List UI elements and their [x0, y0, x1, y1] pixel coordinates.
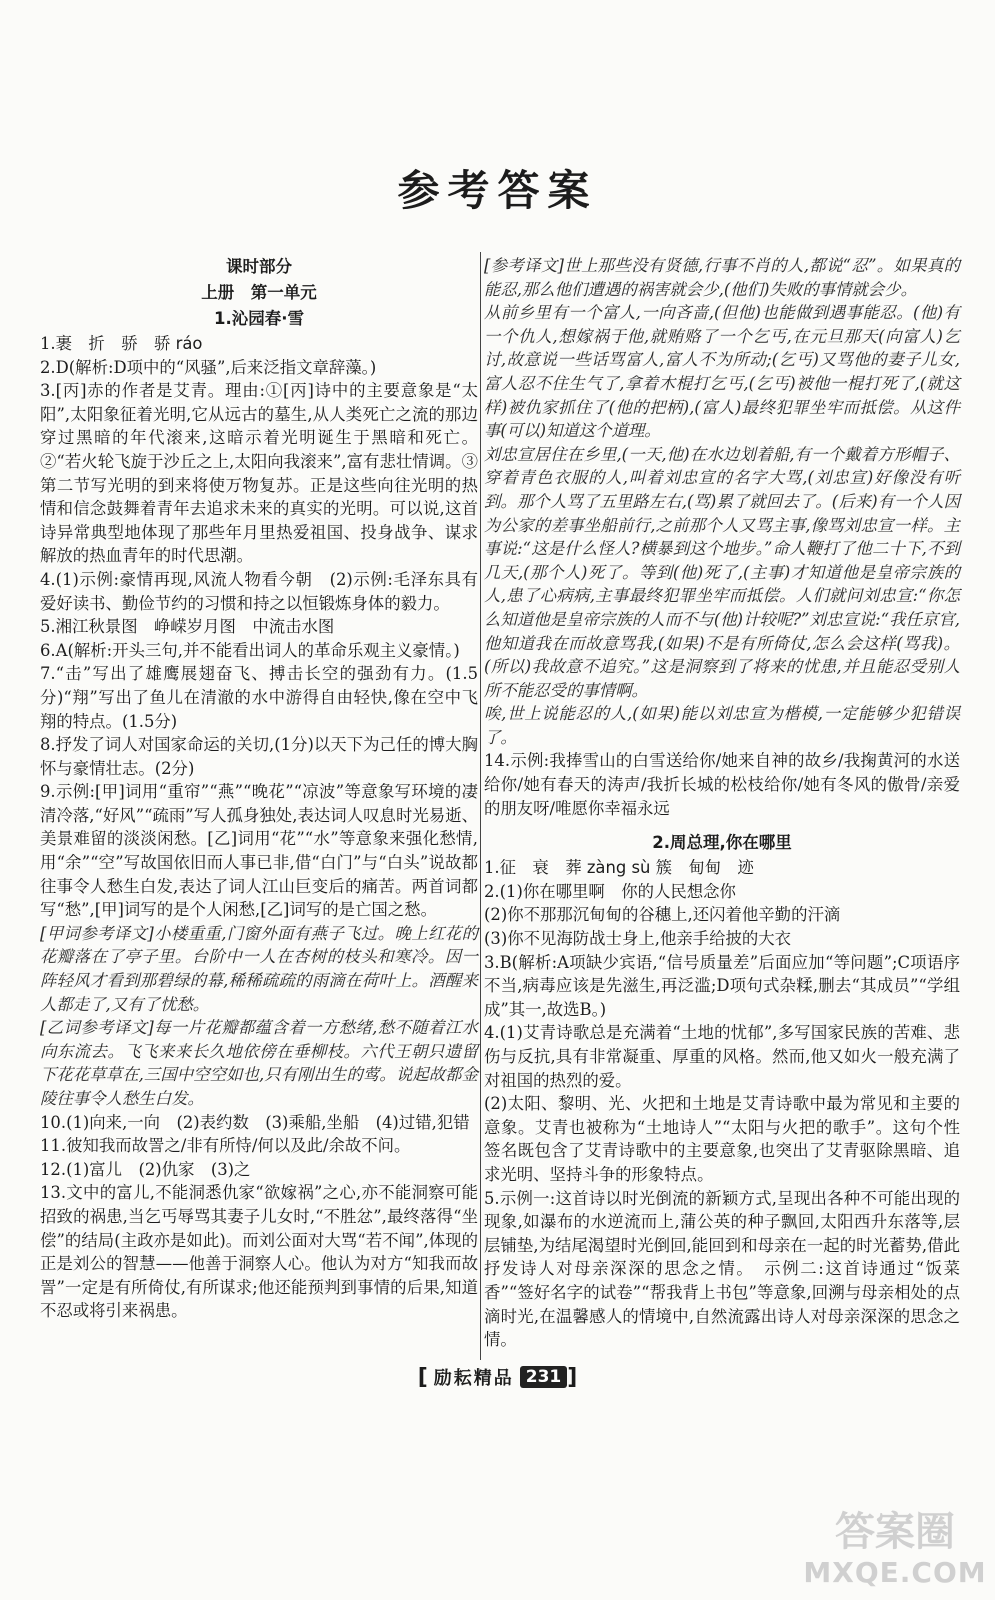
lesson-heading: 1.沁园春·雪: [213, 309, 305, 328]
lesson-2-answer-2b: (2)你不那那沉甸甸的谷穗上,还闪着他辛勤的汗滴: [484, 905, 841, 925]
lesson-2-answer-4b: (2)太阳、黎明、光、火把和土地是艾青诗歌中最为常见和主要的意象。艾青也被称为“土地诗人”“太阳与火把的歌手”。这句个性签名既包含了艾青诗歌中的主要意象,也突出了艾青驱除黑暗、追求光明、坚持斗争的形象特点。: [484, 1094, 960, 1184]
answer-1-pinyin: ráo: [175, 334, 203, 353]
answer-1-text: 1.裹 折 骄 骄: [40, 334, 176, 353]
page-footer: [0, 1364, 995, 1390]
unit-heading: 上册 第一单元: [201, 283, 317, 302]
answer-14: 14.示例:我捧雪山的白雪送给你/她来自神的故乡/我掬黄河的水送给你/她有春天的涛声/我折长城的松枝给你/她有冬风的傲骨/亲爱的朋友呀/唯愿你幸福永远: [484, 751, 960, 818]
lesson-2-heading: 2.周总理,你在哪里: [652, 833, 792, 853]
answer-12: 12.(1)富儿 (2)仇家 (3)之: [40, 1159, 251, 1179]
page-title: 参考答案: [397, 166, 598, 215]
answer-5: 5.湘江秋景图 峥嵘岁月图 中流击水图: [40, 617, 335, 637]
answer-7: 7.“击”写出了雄鹰展翅奋飞、搏击长空的强劲有力。(1.5分)“翔”写出了鱼儿在清澈的水中游得自由轻快,像在空中飞翔的特点。(1.5分): [40, 664, 478, 731]
reference-translation: [参考译文]世上那些没有贤德,行事不肖的人,都说“忍”。如果真的能忍,那么他们遭遇的祸害就会少,(他们)失败的事情就会少。: [484, 256, 960, 299]
part-heading: 课时部分: [226, 257, 292, 276]
lesson-2-answer-4a: 4.(1)艾青诗歌总是充满着“土地的忧郁”,多写国家民族的苦难、悲伤与反抗,具有非常凝重、厚重的风格。然而,他又如火一般充满了对祖国的热烈的爱。: [484, 1023, 960, 1090]
lesson-2-answer-2c: (3)你不见海防战士身上,他亲手给披的大衣: [484, 929, 792, 949]
answer-11: 11.彼知我而故詈之/非有所恃/何以及此/余故不问。: [40, 1136, 411, 1156]
column-divider: [480, 252, 481, 1360]
watermark-line-1: 答案圈: [835, 1509, 955, 1555]
footer-bracket-right: ]: [567, 1364, 578, 1390]
lesson-2-answer-1-pinyin: zàng sù: [586, 858, 651, 878]
lesson-2-answer-1: [484, 856, 960, 880]
page-number: 231: [520, 1366, 568, 1388]
lesson-2-answer-2a: 2.(1)你在哪里啊 你的人民想念你: [484, 881, 736, 901]
answer-10: 10.(1)向来,一向 (2)表约数 (3)乘船,坐船 (4)过错,犯错: [40, 1112, 470, 1132]
answer-1: [40, 332, 478, 356]
lesson-2-answer-3: 3.B(解析:A项缺少宾语,“信号质量差”后面应加“等问题”;C项语序不当,病毒应该是先滋生,再泛滥;D项句式杂糅,删去“其成员”“学组成”其一,故选B。): [484, 952, 960, 1019]
answer-6: 6.A(解析:开头三句,并不能看出词人的革命乐观主义豪情。): [40, 640, 460, 660]
answer-4: 4.(1)示例:豪情再现,风流人物看今朝 (2)示例:毛泽东具有爱好读书、勤俭节约的习惯和持之以恒锻炼身体的毅力。: [40, 569, 478, 613]
answer-8: 8.抒发了词人对国家命运的关切,(1分)以天下为己任的博大胸怀与豪情壮志。(2分): [40, 735, 478, 778]
lesson-2-answer-1-text: 1.征 衰 葬: [484, 858, 587, 878]
answer-9: 9.示例:[甲]词用“重帘”“燕”“晚花”“凉波”等意象写环境的凄清冷落,“好风”“疏雨”写人孤身独处,表达词人叹息时光易逝、美景难留的淡淡闲愁。[乙]词用“花”“水”等意象来强化愁情,用“余”“空”写故国依旧而人事已非,借“白门”与“白头”说故都往事令人愁生白发,表达了词人江山巨变后的痛苦。两首词都写“愁”,[甲]词写的是个人闲愁,[乙]词写的是亡国之愁。: [40, 782, 478, 920]
answer-9-translation-yi: [乙词参考译文]每一片花瓣都蕴含着一方愁绪,愁不随着江水向东流去。飞飞来来长久地依傍在垂柳枝。六代王朝只遗留下花花草草在,三国中空空如也,只有刚出生的莺。说起故都金陵往事令人愁生白发。: [40, 1018, 478, 1108]
lesson-2-answer-5: 5.示例一:这首诗以时光倒流的新颖方式,呈现出各种不可能出现的现象,如瀑布的水逆流而上,蒲公英的种子飘回,太阳西升东落等,层层铺垫,为结尾渴望时光倒回,能回到和母亲在一起的时光蓄势,借此抒发诗人对母亲深深的思念之情。 示例二:这首诗通过“饭菜香”“签好名字的试卷”“帮我背上书包”等意象,回溯与母亲相处的点滴时光,在温馨感人的情境中,自然流露出诗人对母亲深深的思念之情。: [484, 1188, 960, 1350]
right-column: [484, 254, 960, 1352]
footer-brand: 励耘精品: [433, 1368, 514, 1389]
left-column: [40, 254, 478, 1323]
translation-paragraph-2: 从前乡里有一个富人,一向吝啬,(但他)也能做到遇事能忍。(他)有一个仇人,想嫁祸于他,就贿赂了一个乞丐,在元旦那天(向富人)乞讨,故意说一些话骂富人,富人不为所动;(乞丐)又骂他的妻子儿女,富人忍不住生气了,拿着木棍打乞丐,(乞丐)被他一棍打死了,(就这样)被仇家抓住了(他的把柄),(富人)最终犯罪坐牢而抵偿。从这件事(可以)知道这个道理。: [484, 303, 960, 441]
translation-paragraph-4: 唉,世上说能忍的人,(如果)能以刘忠宣为楷模,一定能够少犯错误了。: [484, 704, 960, 747]
answer-13: 13.文中的富儿,不能洞悉仇家“欲嫁祸”之心,亦不能洞察可能招致的祸患,当乞丐辱骂其妻子儿女时,“不胜忿”,最终落得“坐偿”的结局(主政亦是如此)。而刘公面对大骂“若不闻”,体现的正是刘公的智慧——他善于洞察人心。他认为对方“知我而故詈”一定是有所倚仗,有所谋求;他还能预判到事情的后果,知道不忍或将引来祸患。: [40, 1183, 478, 1321]
answer-9-translation-jia: [甲词参考译文]小楼重重,门窗外面有燕子飞过。晚上红花的花瓣落在了亭子里。台阶中一人在杏树的枝头和寒冷。因一阵轻风才看到那碧绿的幕,稀稀疏疏的雨滴在荷叶上。酒醒来人都走了,又有了忧愁。: [40, 923, 478, 1014]
footer-bracket-left: [: [417, 1364, 428, 1390]
watermark: [800, 1500, 990, 1596]
watermark-line-2: MXQE.COM: [803, 1556, 987, 1589]
lesson-2-answer-1-tail: 簇 甸甸 迹: [650, 858, 754, 878]
answer-2: 2.D(解析:D项中的“风骚”,后来泛指文章辞藻。): [40, 357, 377, 377]
translation-paragraph-3: 刘忠宣居住在乡里,(一天,他)在水边划着船,有一个戴着方形帽子、穿着青色衣服的人,叫着刘忠宣的名字大骂,(刘忠宣)好像没有听到。那个人骂了五里路左右,(骂)累了就回去了。(后来)有一个人因为公家的差事坐船前行,之前那个人又骂主事,像骂刘忠宣一样。主事说:“这是什么怪人?横暴到这个地步。”命人鞭打了他二十下,不到几天,(那个人)死了。等到(他)死了,(主事)才知道他是皇帝宗族的人,患了心病病,主事最终犯罪坐牢而抵偿。人们就问刘忠宣:“你怎么知道他是皇帝宗族的人而不与(他)计较呢?”刘忠宣说:“我任京官,他知道我在而故意骂我,(如果)不是有所倚仗,怎么会这样(骂我)。(所以)我故意不追究。”这是洞察到了将来的忧患,并且能忍受别人所不能忍受的事情啊。: [484, 444, 960, 700]
answer-3: 3.[丙]赤的作者是艾青。理由:①[丙]诗中的主要意象是“太阳”,太阳象征着光明,它从远古的墓生,从人类死亡之流的那边穿过黑暗的年代滚来,这暗示着光明诞生于黑暗和死亡。②“若火轮飞旋于沙丘之上,太阳向我滚来”,富有悲壮情调。③第二节写光明的到来将使万物复苏。正是这些向往光明的热情和信念鼓舞着青年去追求未来的真实的光明。可以说,这首诗异常典型地体现了那些年月里热爱祖国、投身战争、谋求解放的热血青年的时代思潮。: [40, 381, 478, 566]
